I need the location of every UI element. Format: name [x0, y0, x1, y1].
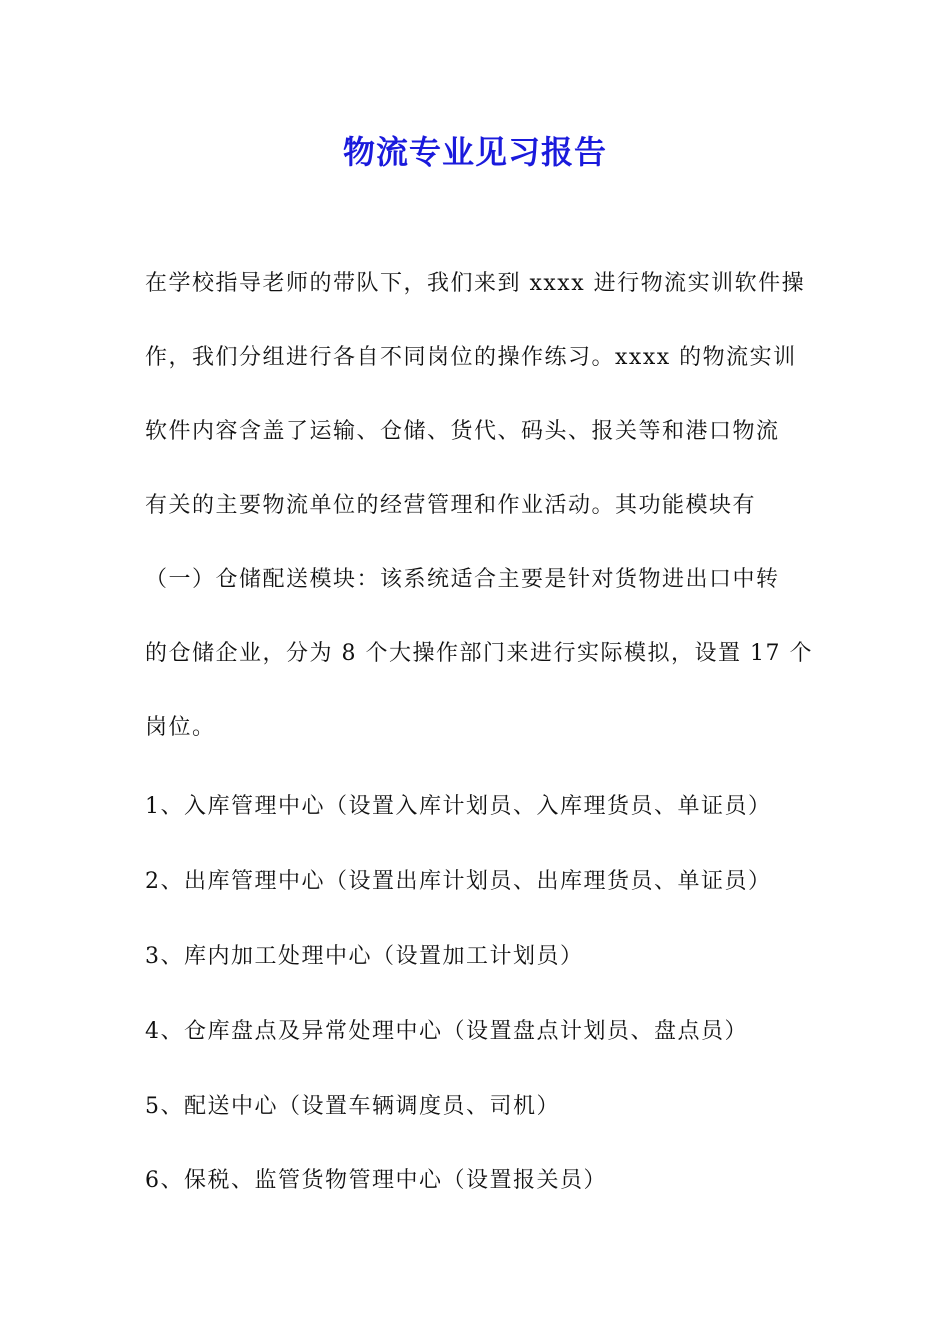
- section-line-2: 的仓储企业，分为 8 个大操作部门来进行实际模拟，设置 17 个: [145, 641, 813, 666]
- list-item-1: 1、入库管理中心（设置入库计划员、入库理货员、单证员）: [145, 794, 772, 819]
- list-item-2: 2、出库管理中心（设置出库计划员、出库理货员、单证员）: [145, 869, 772, 894]
- intro-line-2: 作，我们分组进行各自不同岗位的操作练习。xxxx 的物流实训: [145, 345, 797, 370]
- list-item-3: 3、库内加工处理中心（设置加工计划员）: [145, 944, 584, 969]
- list-item-5: 5、配送中心（设置车辆调度员、司机）: [145, 1094, 560, 1119]
- intro-line-3: 软件内容含盖了运输、仓储、货代、码头、报关等和港口物流: [145, 419, 780, 444]
- document-title: 物流专业见习报告: [342, 133, 607, 171]
- list-item-6: 6、保税、监管货物管理中心（设置报关员）: [145, 1168, 607, 1193]
- list-item-4: 4、仓库盘点及异常处理中心（设置盘点计划员、盘点员）: [145, 1019, 748, 1044]
- section-line-3: 岗位。: [145, 715, 216, 740]
- section-line-1: （一）仓储配送模块：该系统适合主要是针对货物进出口中转: [145, 567, 780, 592]
- intro-line-1: 在学校指导老师的带队下，我们来到 xxxx 进行物流实训软件操: [145, 271, 806, 296]
- intro-line-4: 有关的主要物流单位的经营管理和作业活动。其功能模块有: [145, 493, 757, 518]
